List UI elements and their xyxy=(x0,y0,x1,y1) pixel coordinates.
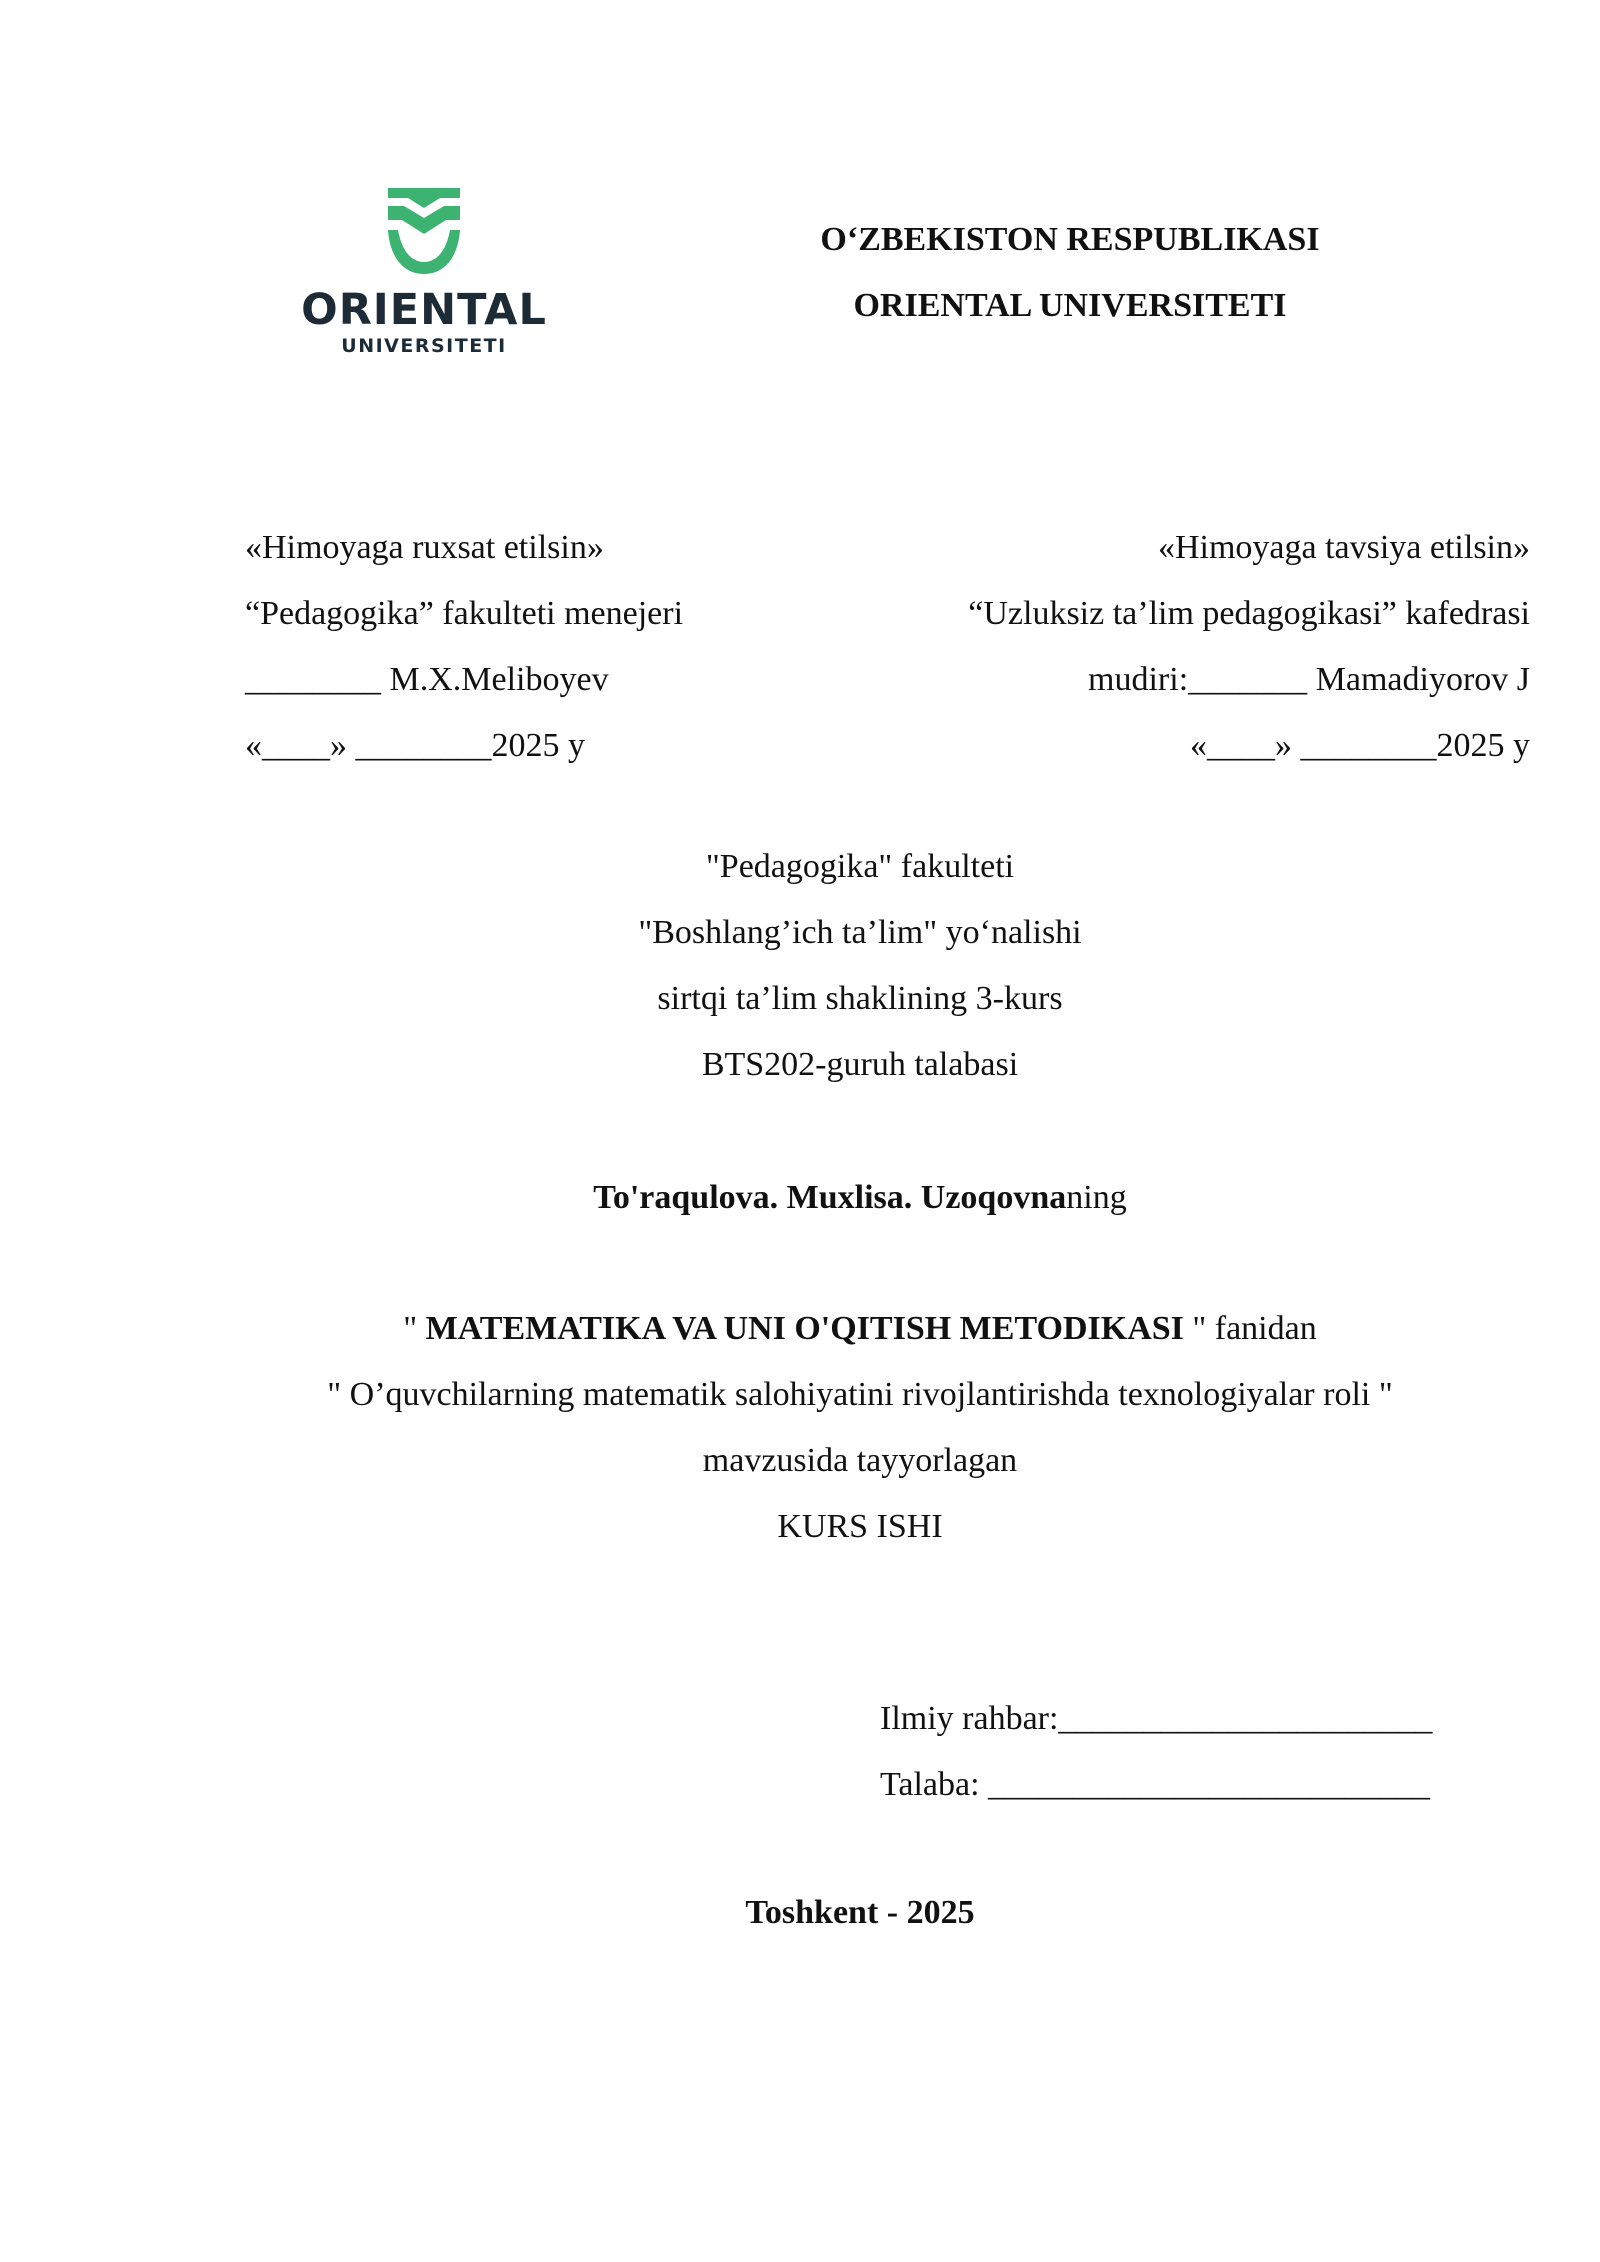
university-logo xyxy=(296,186,552,376)
book-emblem-icon xyxy=(384,186,464,276)
approval-left-position: “Pedagogika” fakulteti menejeri xyxy=(245,595,684,632)
subject-line xyxy=(200,1296,1520,1362)
logo-wordmark: ORIENTAL xyxy=(301,285,547,335)
approval-left-date: «____» ________2025 y xyxy=(245,727,585,764)
approval-left-signature: ________ M.X.Meliboyev xyxy=(245,661,609,698)
header-country: O‘ZBEKISTON RESPUBLIKASI xyxy=(820,221,1320,258)
work-type: KURS ISHI xyxy=(777,1508,943,1545)
approval-right-block xyxy=(830,515,1530,779)
approval-left-title: «Himoyaga ruxsat etilsin» xyxy=(245,529,604,566)
student-info-block xyxy=(200,834,1520,1098)
subject-suffix: " fanidan xyxy=(1183,1310,1317,1347)
advisor-signature: Ilmiy rahbar:______________________ xyxy=(880,1700,1433,1737)
direction-line: "Boshlang’ich ta’lim" yo‘nalishi xyxy=(638,914,1082,951)
topic-title: " O’quvchilarning matematik salohiyatini rivojlantirishda texnologiyalar roli " xyxy=(327,1376,1393,1413)
student-name-suffix: ning xyxy=(1066,1179,1127,1216)
institution-header xyxy=(700,207,1440,339)
city-year: Toshkent - 2025 xyxy=(745,1894,975,1931)
approval-right-title: «Himoyaga tavsiya etilsin» xyxy=(1157,529,1530,566)
approval-right-department: “Uzluksiz ta’lim pedagogikasi” kafedrasi xyxy=(968,595,1530,632)
approval-left-block xyxy=(245,515,845,779)
logo-subtitle: UNIVERSITETI xyxy=(341,335,507,357)
subject-name: MATEMATIKA VA UNI O'QITISH METODIKASI xyxy=(425,1310,1184,1347)
student-name: To'raqulova. Muxlisa. Uzoqovna xyxy=(593,1179,1067,1216)
study-form-line: sirtqi ta’lim shaklining 3-kurs xyxy=(657,980,1063,1017)
prepared-line: mavzusida tayyorlagan xyxy=(702,1442,1018,1479)
subject-prefix: " xyxy=(403,1310,426,1347)
signature-block xyxy=(880,1686,1500,1818)
approval-right-date: «____» ________2025 y xyxy=(1190,727,1530,764)
student-signature: Talaba: __________________________ xyxy=(880,1766,1431,1803)
header-university: ORIENTAL UNIVERSITETI xyxy=(853,287,1287,324)
faculty-line: "Pedagogika" fakulteti xyxy=(705,848,1015,885)
topic-block xyxy=(200,1296,1520,1560)
student-name-line xyxy=(200,1165,1520,1231)
group-line: BTS202-guruh talabasi xyxy=(701,1046,1019,1083)
approval-right-signature: mudiri:_______ Mamadiyorov J xyxy=(1088,661,1530,698)
